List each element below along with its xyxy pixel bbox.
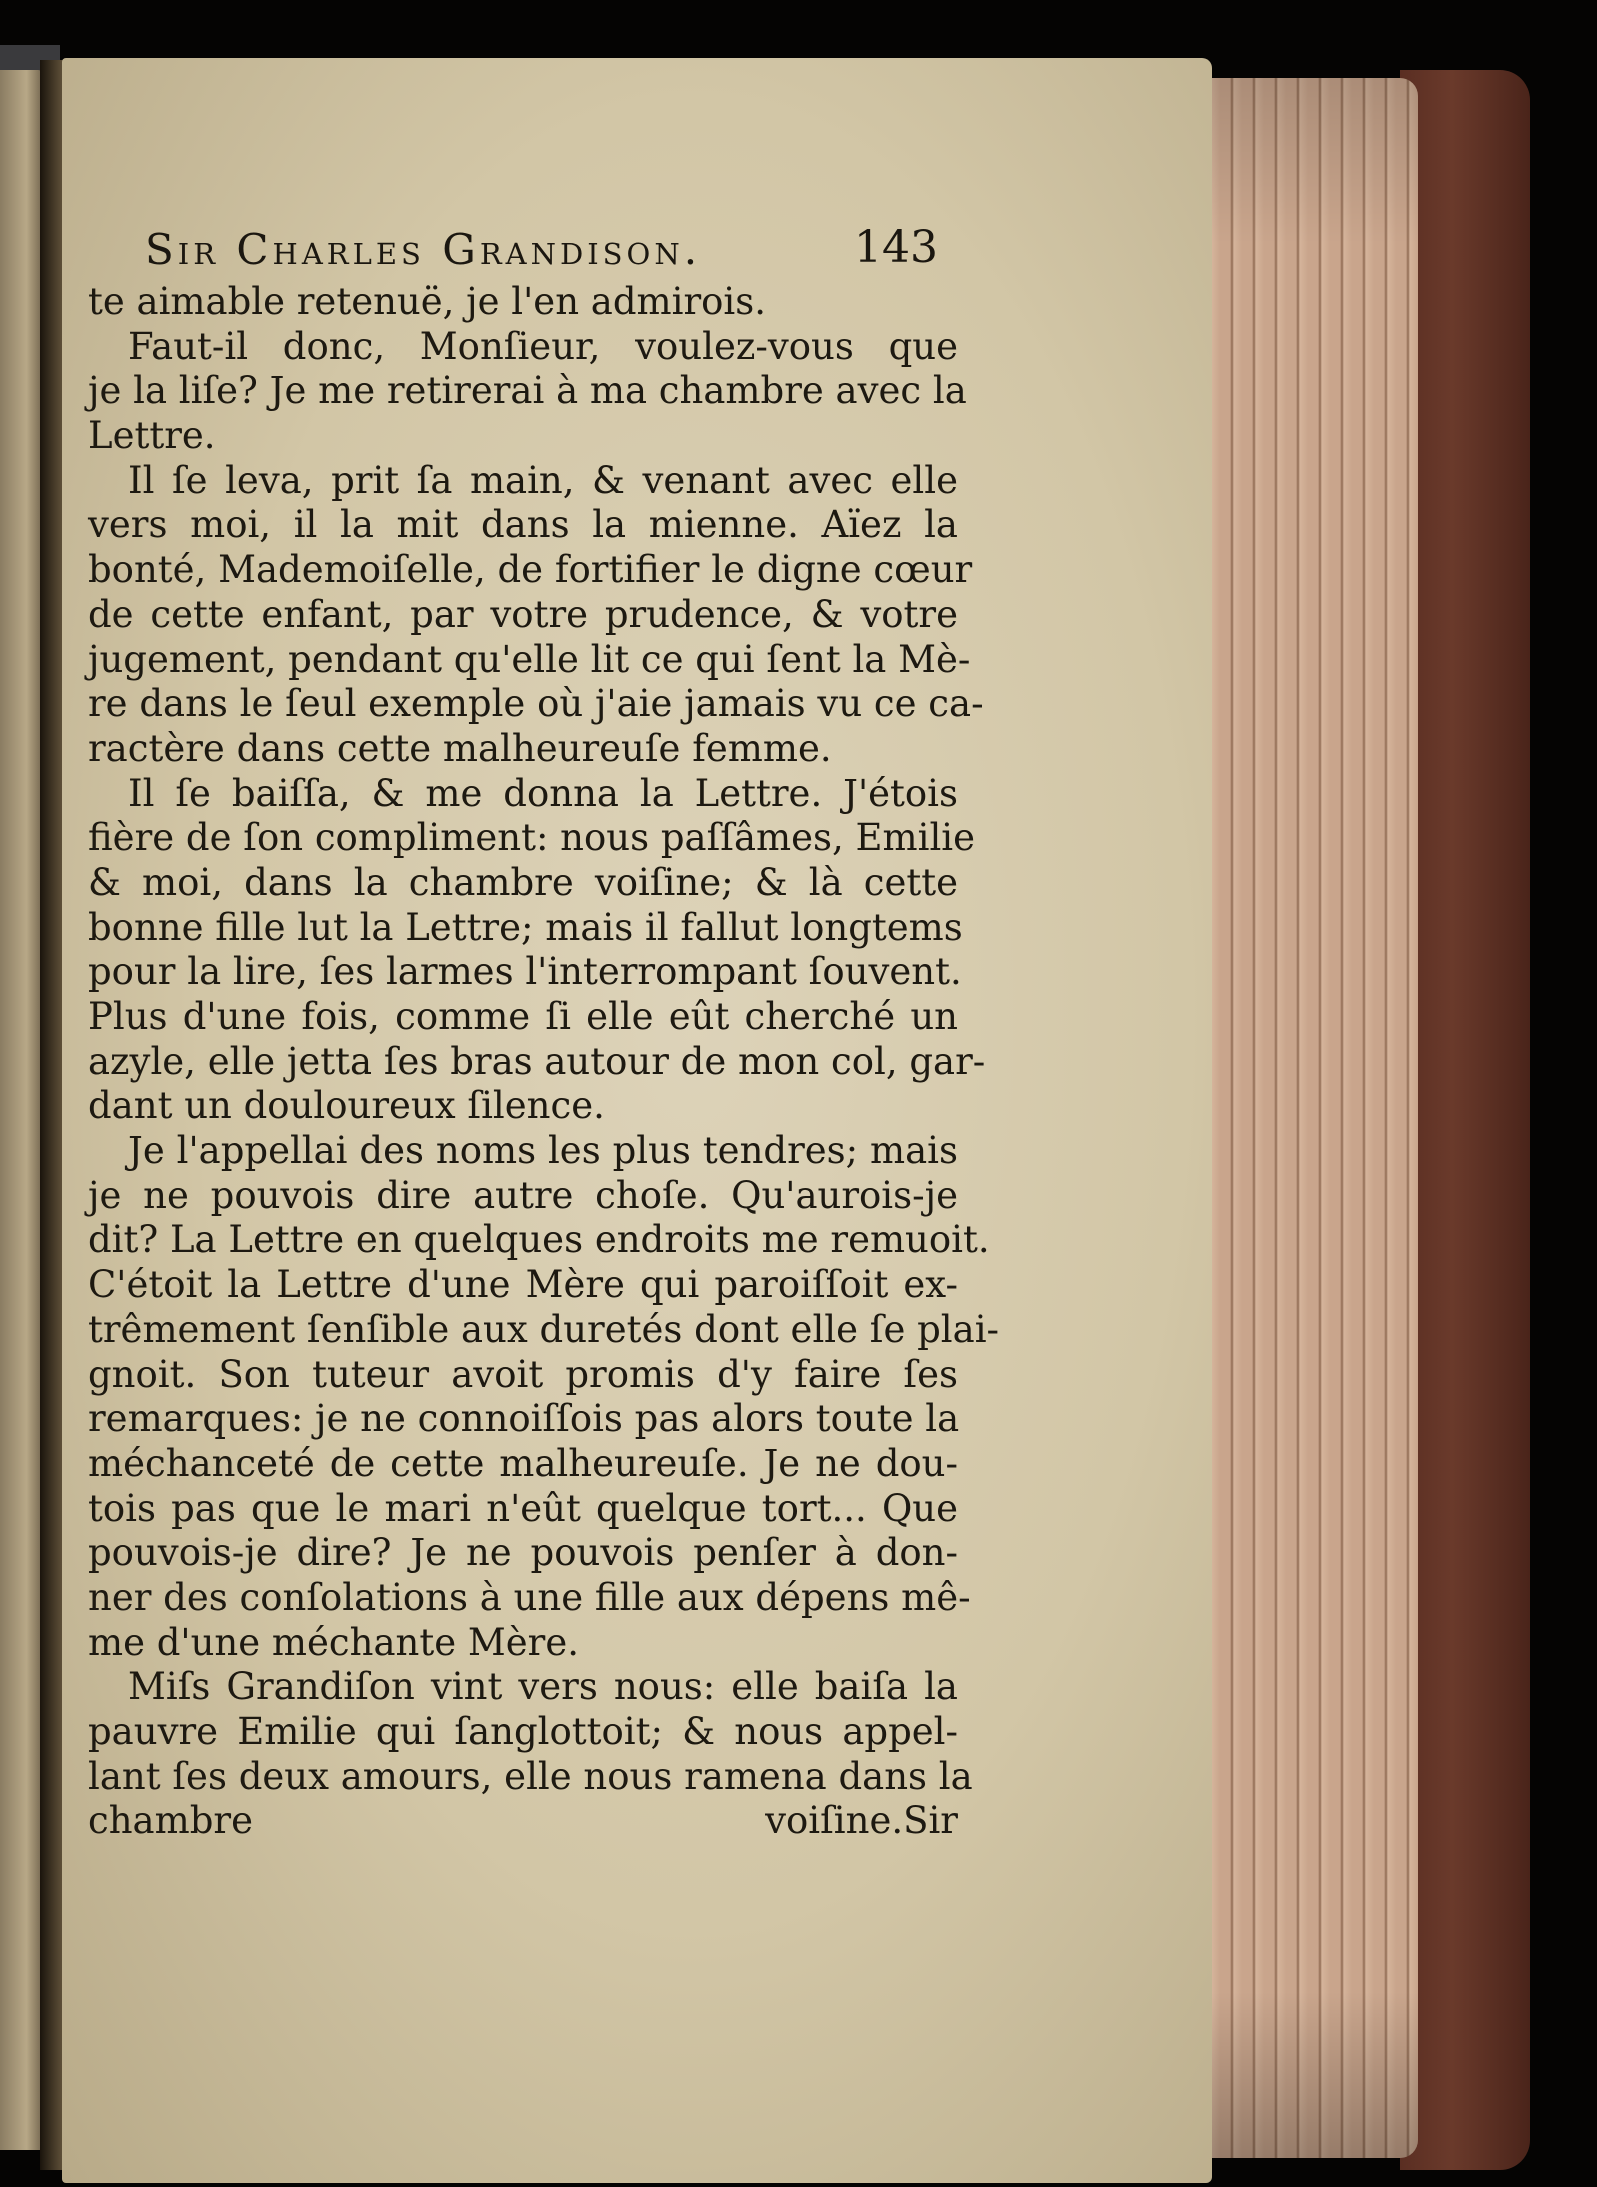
running-title: Sir Charles Grandison. <box>145 225 702 274</box>
text-line-with-catchword <box>88 1799 958 1844</box>
catchword: Sir <box>903 1799 958 1843</box>
text-line: pouvois-je dire? Je ne pouvois penſer à don- <box>88 1531 958 1575</box>
text-line: bonté, Mademoiſelle, de fortifier le digne cœur <box>88 548 973 592</box>
text-line: je la liſe? Je me retirerai à ma chambre avec la <box>88 369 967 413</box>
page-number: 143 <box>854 222 938 273</box>
text-line: me d'une méchante Mère. <box>88 1620 579 1664</box>
text-line: dant un douloureux ſilence. <box>88 1084 605 1128</box>
text-line: re dans le ſeul exemple où j'aie jamais vu ce ca- <box>88 682 984 726</box>
text-line: & moi, dans la chambre voiſine; & là cette <box>88 860 958 904</box>
text-block <box>88 280 1000 1844</box>
book-cover <box>1400 70 1530 2170</box>
text-line: C'étoit la Lettre d'une Mère qui paroiſſoit ex- <box>88 1263 958 1307</box>
text-line: pour la lire, ſes larmes l'interrompant ſouvent. <box>88 950 962 994</box>
text-line: bonne fille lut la Lettre; mais il fallut longtems <box>88 905 963 949</box>
text-line: lant ſes deux amours, elle nous ramena dans la <box>88 1754 973 1798</box>
text-line: Il ſe leva, prit ſa main, & venant avec elle <box>128 458 958 502</box>
text-line: Miſs Grandiſon vint vers nous: elle baiſa la <box>128 1665 958 1709</box>
text-line: méchanceté de cette malheureuſe. Je ne dou- <box>88 1441 958 1485</box>
left-page-edge <box>0 70 44 2150</box>
text-line: dit? La Lettre en quelques endroits me remuoit. <box>88 1218 990 1262</box>
text-line: gnoit. Son tuteur avoit promis d'y faire ſes <box>88 1352 958 1396</box>
text-line: trêmement ſenſible aux duretés dont elle ſe plai- <box>88 1307 1000 1351</box>
text-line: te aimable retenuë, je l'en admirois. <box>88 280 766 323</box>
text-line: ractère dans cette malheureuſe femme. <box>88 726 832 770</box>
text-line: jugement, pendant qu'elle lit ce qui ſent la Mè- <box>88 637 971 681</box>
text-line: chambre voiſine. <box>88 1799 904 1843</box>
text-line: tois pas que le mari n'eût quelque tort... Que <box>88 1486 958 1530</box>
text-line: de cette enfant, par votre prudence, & votre <box>88 592 958 636</box>
text-line: je ne pouvois dire autre choſe. Qu'aurois-je <box>88 1173 958 1217</box>
text-line: azyle, elle jetta ſes bras autour de mon col, gar- <box>88 1039 986 1083</box>
text-line: vers moi, il la mit dans la mienne. Aïez la <box>88 503 958 547</box>
text-line: Lettre. <box>88 414 216 458</box>
text-line: Faut-il donc, Monſieur, voulez-vous que <box>128 324 958 368</box>
text-line: Plus d'une fois, comme ſi elle eût cherché un <box>88 995 958 1038</box>
text-line: fière de ſon compliment: nous paſſâmes, Emilie <box>88 816 976 860</box>
text-line: pauvre Emilie qui ſanglottoit; & nous appel- <box>88 1710 958 1753</box>
text-line: Il ſe baiſſa, & me donna la Lettre. J'étois <box>128 771 958 815</box>
text-line: ner des conſolations à une fille aux dépens mê- <box>88 1575 971 1619</box>
text-line: Je l'appellai des noms les plus tendres; mais <box>128 1129 958 1173</box>
text-line: remarques: je ne connoiſſois pas alors toute la <box>88 1397 960 1441</box>
page-edges-shade <box>1198 78 1418 2158</box>
